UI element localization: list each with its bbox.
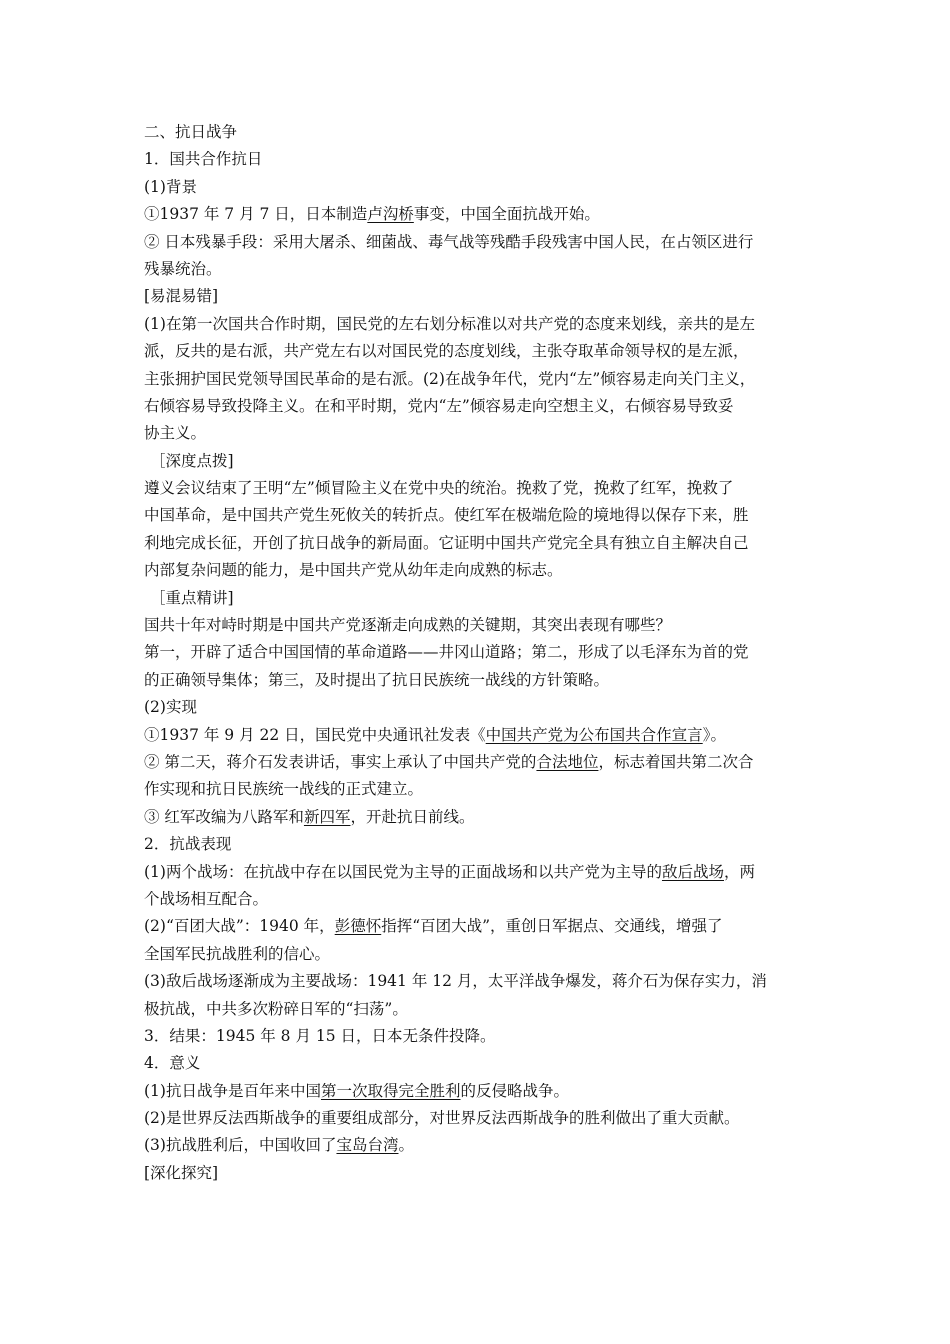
underlined-answer: 宝岛台湾 — [336, 1136, 399, 1155]
text-line — [144, 146, 812, 173]
text-line — [144, 722, 812, 749]
text-line — [144, 283, 812, 310]
text-segment: ①1937 年 9 月 22 日，国民党中央通讯社发表《 — [144, 725, 486, 744]
text-line — [144, 229, 812, 256]
underlined-answer: 卢沟桥 — [367, 205, 414, 224]
text-line — [144, 119, 812, 146]
text-line — [144, 1105, 812, 1132]
text-segment: 2．抗战表现 — [144, 835, 232, 854]
text-segment: 国共十年对峙时期是中国共产党逐渐走向成熟的关键期，其突出表现有哪些？ — [144, 616, 672, 635]
text-segment: (2)实现 — [144, 698, 197, 717]
text-segment: (1)在第一次国共合作时期，国民党的左右划分标准以对共产党的态度来划线，亲共的是左 — [144, 314, 755, 333]
text-segment: (1)两个战场：在抗战中存在以国民党为主导的正面战场和以共产党为主导的 — [144, 862, 662, 881]
text-segment: [深化探究] — [144, 1163, 219, 1182]
text-line — [144, 694, 812, 721]
text-line — [144, 804, 812, 831]
text-segment: ，标志着国共第二次合 — [598, 752, 754, 771]
text-segment: ③ 红军改编为八路军和 — [144, 807, 304, 826]
text-segment: [易混易错] — [144, 287, 219, 306]
text-line — [144, 1050, 812, 1077]
text-line — [144, 530, 812, 557]
text-segment: 极抗战，中共多次粉碎日军的“扫荡”。 — [144, 999, 408, 1018]
text-segment: 3．结果：1945 年 8 月 15 日，日本无条件投降。 — [144, 1026, 496, 1045]
text-segment: 全国军民抗战胜利的信心。 — [144, 944, 331, 963]
text-segment: 指挥“百团大战”，重创日军据点、交通线，增强了 — [381, 917, 723, 936]
text-line — [144, 201, 812, 228]
text-line — [144, 776, 812, 803]
text-segment: 第一，开辟了适合中国国情的革命道路——井冈山道路；第二，形成了以毛泽东为首的党 — [144, 643, 749, 662]
text-line — [144, 1023, 812, 1050]
text-line — [144, 859, 812, 886]
text-segment: 作实现和抗日民族统一战线的正式建立。 — [144, 780, 424, 799]
text-segment: 遵义会议结束了王明“左”倾冒险主义在党中央的统治。挽救了党，挽救了红军，挽救了 — [144, 479, 734, 498]
text-segment: 》。 — [702, 725, 726, 744]
text-segment: 协主义。 — [144, 424, 207, 443]
text-segment: 内部复杂问题的能力，是中国共产党从幼年走向成熟的标志。 — [144, 561, 563, 580]
text-line — [144, 1132, 812, 1159]
text-line — [144, 886, 812, 913]
underlined-answer: 新四军 — [303, 807, 351, 826]
text-segment: ，开赴抗日前线。 — [350, 807, 475, 826]
text-segment: (2)“百团大战”：1940 年， — [144, 917, 335, 936]
text-segment: (3)敌后战场逐渐成为主要战场：1941 年 12 月，太平洋战争爆发，蒋介石为保存实力，消 — [144, 972, 767, 991]
text-segment: ② 第二天，蒋介石发表讲话，事实上承认了中国共产党的 — [144, 752, 537, 771]
text-line — [144, 420, 812, 447]
text-line — [144, 749, 812, 776]
underlined-answer: 彭德怀 — [334, 917, 382, 936]
text-line — [144, 393, 812, 420]
text-line — [144, 366, 812, 393]
text-line — [144, 831, 812, 858]
text-line — [144, 1078, 812, 1105]
text-segment: ，两 — [723, 862, 755, 881]
text-segment: 事变，中国全面抗战开始。 — [413, 205, 600, 224]
text-line — [144, 502, 812, 529]
text-segment: (1)背景 — [144, 177, 197, 196]
text-segment: 的正确领导集体；第三，及时提出了抗日民族统一战线的方针策略。 — [144, 670, 610, 689]
text-segment: 个战场相互配合。 — [144, 889, 269, 908]
text-segment: (2)是世界反法西斯战争的重要组成部分，对世界反法西斯战争的胜利做出了重大贡献。 — [144, 1109, 740, 1128]
text-segment: 残暴统治。 — [144, 259, 222, 278]
text-segment: 派，反共的是右派，共产党左右以对国民党的态度划线，主张夺取革命领导权的是左派， — [144, 342, 749, 361]
underlined-answer: 中国共产党为公布国共合作宣言 — [485, 725, 703, 744]
underlined-answer: 敌后战场 — [661, 862, 724, 881]
text-segment: 4．意义 — [144, 1054, 201, 1073]
text-line — [144, 612, 812, 639]
text-segment: (1)抗日战争是百年来中国 — [144, 1081, 321, 1100]
text-line — [144, 338, 812, 365]
underlined-answer: 第一次取得完全胜利 — [320, 1081, 461, 1100]
text-segment: 中国革命，是中国共产党生死攸关的转折点。使红军在极端危险的境地得以保存下来，胜 — [144, 506, 749, 525]
text-line — [144, 968, 812, 995]
text-segment: (3)抗战胜利后，中国收回了 — [144, 1136, 337, 1155]
text-line — [144, 557, 812, 584]
text-line — [144, 585, 812, 612]
text-segment: 主张拥护国民党领导国民革命的是右派。(2)在战争年代，党内“左”倾容易走向关门主义， — [144, 369, 756, 388]
text-line — [144, 941, 812, 968]
text-segment: 1．国共合作抗日 — [144, 150, 263, 169]
underlined-answer: 合法地位 — [536, 752, 599, 771]
text-segment: 二、抗日战争 — [144, 123, 238, 141]
text-segment: ［重点精讲] — [150, 588, 234, 607]
text-line — [144, 996, 812, 1023]
document-body — [144, 119, 812, 1187]
text-segment: ② 日本残暴手段：采用大屠杀、细菌战、毒气战等残酷手段残害中国人民，在占领区进行 — [144, 232, 754, 251]
text-segment: 右倾容易导致投降主义。在和平时期，党内“左”倾容易走向空想主义，右倾容易导致妥 — [144, 396, 734, 415]
text-line — [144, 475, 812, 502]
text-segment: ［深度点拨] — [150, 451, 234, 470]
text-segment: 。 — [398, 1136, 414, 1155]
text-line — [144, 448, 812, 475]
text-line — [144, 311, 812, 338]
text-line — [144, 639, 812, 666]
text-line — [144, 1160, 812, 1187]
text-segment: 利地完成长征，开创了抗日战争的新局面。它证明中国共产党完全具有独立自主解决自己 — [144, 533, 749, 552]
text-line — [144, 174, 812, 201]
text-line — [144, 913, 812, 940]
text-segment: 的反侵略战争。 — [460, 1081, 569, 1100]
text-line — [144, 256, 812, 283]
text-segment: ①1937 年 7 月 7 日，日本制造 — [144, 205, 368, 224]
text-line — [144, 667, 812, 694]
